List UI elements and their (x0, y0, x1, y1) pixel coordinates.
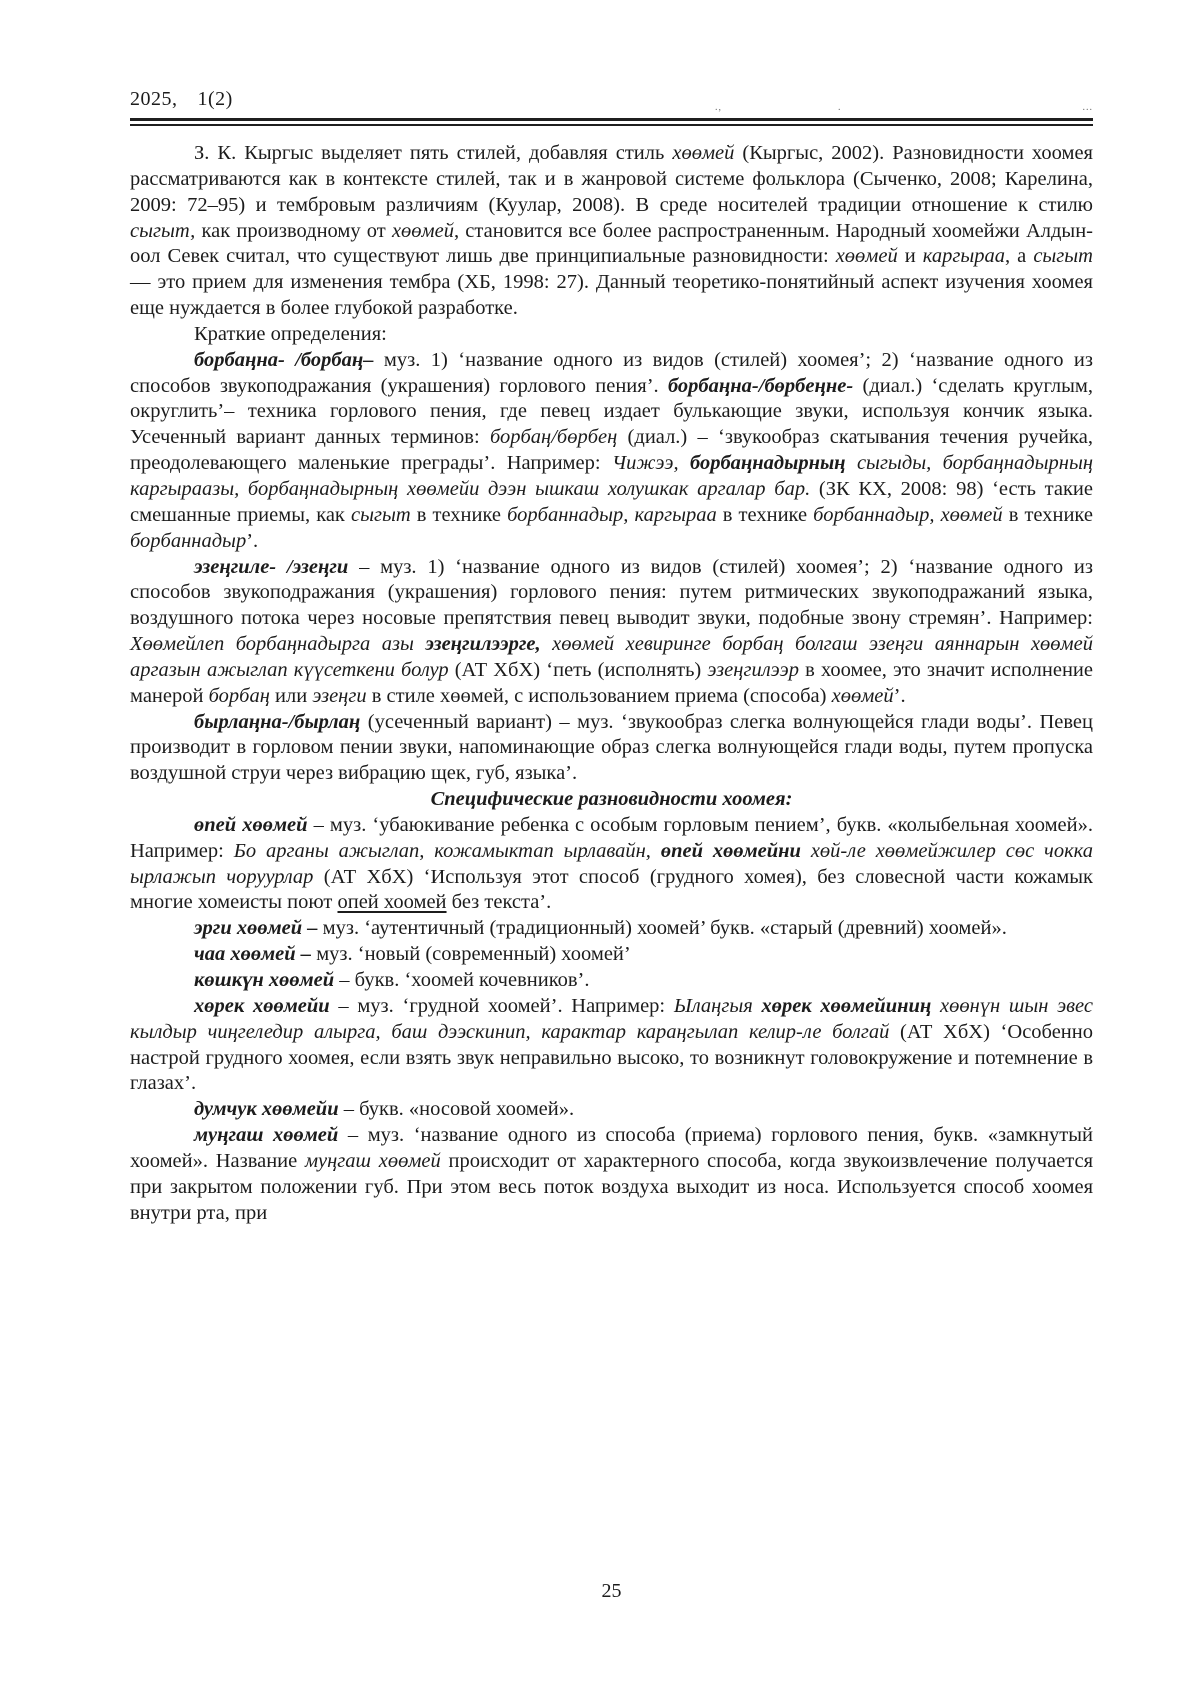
text-segment: – букв. «носовой хоомей». (338, 1098, 575, 1121)
article-body (130, 141, 1093, 1226)
text-segment: , а (1005, 245, 1034, 268)
text-segment: эзеңгилээр (707, 658, 799, 681)
text-segment: эзеңгиле- /эзеңги (194, 555, 349, 578)
issue-number: 1(2) (197, 88, 233, 110)
text-segment: (Кыргыс, 2002). Разновидности хоомея рассматриваются как в контексте стилей, так и в жанровой системе фольклора (Сыченко, 2008; Карелина, 2009: 72–95) и тембровым различиям (Куулар, 2008). В среде носителей традиции отношение к стилю (130, 142, 1093, 216)
text-segment: в технике (410, 503, 508, 526)
text-segment: и (897, 245, 923, 268)
text-segment: муңгаш хөөмей (304, 1149, 441, 1172)
text-segment: Ылаңгыя (673, 994, 762, 1017)
text-segment: эзеңги (312, 684, 367, 707)
text-segment: или (269, 684, 313, 707)
text-segment: бырлаңна-/бырлаң (194, 710, 361, 733)
text-segment: (усеченный вариант) – муз. ‘звукообраз слегка волнующейся глади воды’. Певец производит в горловом пении звуки, напоминающие образ слегка волнующейся глади воды, путем пропуска воздушной струи через вибрацию щек, губ, языка’. (130, 710, 1093, 785)
text-segment: – муз. ‘название одного из способа (приема) горлового пения, букв. «замкнутый хоомей». Название (130, 1124, 1093, 1172)
page-number: 25 (601, 1580, 622, 1602)
text-segment: борбаңна- /борбаң– (194, 348, 374, 371)
text-segment: борбаңнадырның (689, 452, 846, 475)
text-segment: муз. ‘новый (современный) хоомей’ (316, 943, 631, 966)
text-segment: (АТ ХбХ) ‘Особенно настрой грудного хоомея, если взять звук неправильно высоко, то возникнут головокружение и потемнение в глазах’. (130, 1020, 1093, 1095)
paragraph (130, 968, 1093, 994)
text-segment: без текста’. (446, 891, 552, 914)
header-faint-mark: ... (1082, 102, 1093, 113)
text-segment: хөөмей (672, 142, 735, 164)
paragraph (130, 994, 1093, 1097)
text-segment: думчук хөөмейи (194, 1098, 339, 1121)
text-segment: борбаң/бөрбең (489, 426, 618, 449)
page-footer (130, 1580, 1093, 1603)
text-segment: эзеңгилээрге, (425, 633, 541, 656)
text-segment: Краткие определения: (194, 322, 387, 345)
text-segment: чаа хөөмей – (194, 943, 317, 966)
text-segment: сыгыт (350, 503, 411, 526)
text-segment: муз. 1) ‘название одного из видов (стилей) хоомея’; 2) ‘название одного из способов звукоподражания (украшения) горлового пения’. (130, 348, 1093, 397)
text-segment: – муз. 1) ‘название одного из видов (стилей) хоомея’; 2) ‘название одного из способов звукоподражания (украшения) горлового пения: путем ритмических звукоподражаний языка, воздушного потока через носовые препятствия певец выводит звуки, подобные звону стремян’. Например: (130, 555, 1093, 630)
paragraph (130, 813, 1093, 916)
text-segment: З. К. Кыргыс выделяет пять стилей, добавляя стиль (194, 142, 673, 164)
text-segment: хөөнүн шын эвес кылдыр чиңгеледир алырга, баш дээскинип, карактар караңгылап келир-ле болгай (130, 994, 1093, 1043)
text-segment: көшкүн хөөмей (194, 969, 335, 991)
text-segment: борбаң (208, 684, 270, 707)
journal-issue-line (130, 88, 1093, 114)
text-segment: муз. ‘аутентичный (традиционный) хоомей’ букв. «старый (древний) хоомей». (322, 917, 1007, 940)
text-segment: происходит от характерного способа, когда звукоизвлечение получается при закрытом положении губ. При этом весь поток воздуха выходит из носа. Используется способ хоомея внутри рта, при (130, 1149, 1094, 1224)
text-segment: опей хоомей (337, 891, 447, 914)
text-segment: хөөмей (835, 245, 898, 268)
text-segment: в стиле хөөмей, с использованием приема (способа) (366, 684, 832, 707)
header-faint-mark: ., (715, 102, 722, 113)
text-segment: сыгыды, борбаңнадырның каргыраазы, борбаңнадырның хөөмейи дээн ышкаш холушкак аргалар бар. (130, 452, 1093, 500)
paragraph (130, 141, 1093, 322)
text-segment: – муз. ‘убаюкивание ребенка с особым горловым пением’, букв. «колыбельная хоомей». Например: (130, 813, 1093, 862)
text-segment: өпей хөөмейни (660, 839, 801, 862)
paragraph (130, 1123, 1093, 1226)
page-header (130, 0, 1093, 126)
text-segment: (диал.) ‘сделать круглым, округлить’– техника горлового пения, где певец издает булькающие звуки, используя кончик языка. Усеченный вариант данных терминов: (130, 374, 1093, 449)
text-segment: сыгыт, (130, 219, 196, 242)
text-segment: в хоомее, это значит исполнение манерой (130, 658, 1093, 707)
text-segment: хөөмей (391, 219, 454, 242)
text-segment: ’. (246, 529, 259, 552)
paragraph (130, 555, 1093, 710)
text-segment: , становится все более распространенным. Народный хоомейжи Алдын-оол Севек считал, что существуют лишь две принципиальные разновидности: (130, 219, 1093, 268)
paragraph (130, 1097, 1093, 1123)
paragraph (130, 710, 1093, 788)
paragraph (130, 916, 1093, 942)
text-segment: (АТ ХбХ) ‘Используя этот способ (грудного хомея), без словесной части кожамык многие хомеисты поют (130, 865, 1093, 914)
text-segment: – букв. ‘хоомей кочевников’. (334, 969, 590, 991)
paragraph (130, 348, 1093, 555)
text-segment: – муз. ‘грудной хоомей’. Например: (329, 994, 674, 1017)
paragraph (130, 322, 1093, 348)
header-faint-mark: . (838, 102, 842, 113)
text-segment: сыгыт (1033, 245, 1093, 268)
text-segment: в технике (716, 503, 814, 526)
text-segment: борбаңна-/бөрбеңне- (667, 374, 854, 397)
section-heading (130, 787, 1093, 813)
paragraph (130, 942, 1093, 968)
header-rule (130, 118, 1093, 126)
text-segment: (ЗК КХ, 2008: 98) ‘есть такие смешанные приемы, как (130, 477, 1093, 526)
text-segment: (диал.) – ‘звукообраз скатывания течения ручейка, преодолевающего маленькие преграды’. Например: (130, 426, 1094, 475)
text-segment: Хөөмейлеп борбаңнадырга азы (130, 633, 426, 656)
text-segment: Специфические разновидности хоомея: (430, 788, 793, 811)
text-segment: хөй-ле хөөмейжилер сөс чокка ырлажып чоруурлар (130, 839, 1094, 888)
text-segment: борбаннадыр, каргыраа (507, 503, 717, 526)
text-segment: Бо арганы ажыглап, кожамыктап ырлавайн, (233, 839, 661, 862)
text-segment: өпей хөөмей (194, 813, 308, 836)
text-segment: хөрек хөөмейиниң (761, 994, 932, 1017)
text-segment: — это прием для изменения тембра (ХБ, 1998: 27). Данный теоретико-понятийный аспект изучения хоомея еще нуждается в более глубокой разработке. (130, 271, 1093, 320)
text-segment: (АТ ХбХ) ‘петь (исполнять) (448, 658, 708, 681)
text-segment: хөөмей хевиринге борбаң болгаш эзеңги аяннарын хөөмей аргазын ажыглап күүсеткени болур (130, 633, 1093, 681)
text-segment: в технике (1002, 503, 1093, 526)
text-segment: каргыраа (922, 245, 1005, 268)
text-segment: хөрек хөөмейи (194, 994, 330, 1017)
text-segment: борбаннадыр, хөөмей (813, 503, 1003, 526)
text-segment: муңгаш хөөмей (194, 1124, 339, 1147)
issue-year: 2025, (130, 88, 178, 110)
text-segment: как производному от (195, 219, 392, 242)
text-segment: хөөмей (831, 684, 894, 707)
text-segment: эрги хөөмей – (194, 917, 323, 940)
text-segment: ’. (893, 684, 906, 707)
text-segment: Чижээ, (611, 452, 690, 475)
text-segment: борбаннадыр (130, 529, 247, 552)
